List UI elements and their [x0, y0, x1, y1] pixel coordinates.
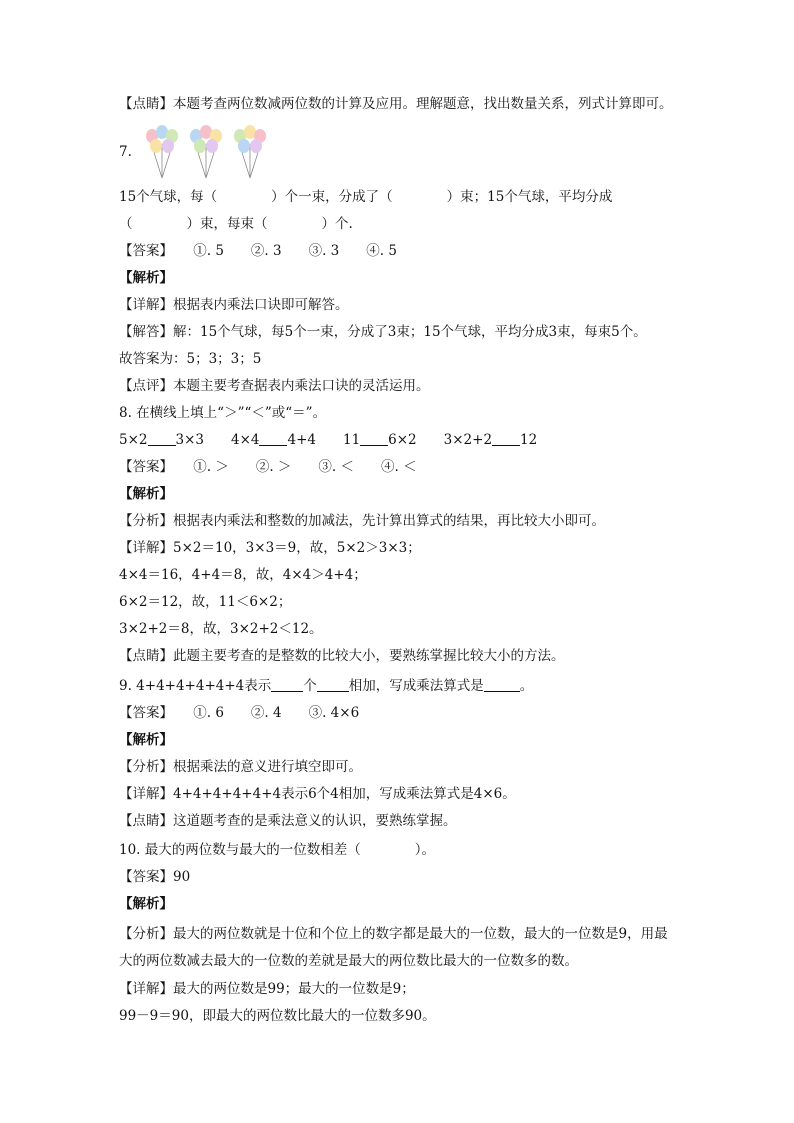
- question-text: 。: [519, 678, 534, 694]
- answer-line: 【答案】 ①. 6 ②. 4 ③. 4×6: [119, 705, 360, 721]
- question-10-text: 10. 最大的两位数与最大的一位数相差（ ）。: [119, 842, 436, 858]
- question-7-text-2: （ ）束，每束（ ）个.: [119, 216, 353, 232]
- balloon-bunch-1: [146, 125, 178, 178]
- detail-line: 【详解】根据表内乘法口诀即可解答。: [119, 297, 349, 313]
- analysis-heading: 【解析】: [119, 486, 173, 502]
- analysis-line: 【分析】根据乘法的意义进行填空即可。: [119, 759, 362, 775]
- answer-blank[interactable]: [492, 431, 520, 446]
- question-9-text: [119, 676, 533, 696]
- final-answer-line: 故答案为：5；3；3；5: [119, 351, 262, 367]
- answer-line: 【答案】 ①. ＞ ②. ＞ ③. ＜ ④. ＜: [119, 459, 417, 475]
- analysis-heading: 【解析】: [119, 270, 173, 286]
- comment-line: 【点睛】这道题考查的是乘法意义的认识，要熟练掌握。: [119, 813, 457, 829]
- detail-line: 3×2+2＝8，故，3×2+2＜12。: [119, 621, 323, 637]
- detail-line: 99－9＝90，即最大的两位数比最大的一位数多90。: [119, 1008, 436, 1024]
- question-8-text: 8. 在横线上填上“＞”“＜”或“＝”。: [119, 405, 327, 421]
- question-text: 个: [303, 678, 317, 694]
- balloon-bunch-3: [234, 125, 266, 178]
- detail-line: 【详解】最大的两位数是99；最大的一位数是9；: [119, 981, 415, 997]
- answer-blank[interactable]: [259, 431, 287, 446]
- question-7-number: 7.: [119, 144, 132, 160]
- answer-blank[interactable]: [271, 677, 303, 692]
- expression-text: 3×3 4×4: [175, 432, 260, 448]
- analysis-paragraph: 【分析】最大的两位数就是十位和个位上的数字都是最大的一位数，最大的一位数是9，用最大的两位数减去最大的一位数的差就是最大的两位数比最大的一位数多的数。: [119, 926, 668, 969]
- analysis-heading: 【解析】: [119, 732, 173, 748]
- question-7-text-1: 15个气球，每（ ）个一束，分成了（ ）束；15个气球，平均分成: [119, 189, 613, 205]
- question-text: 相加，写成乘法算式是: [348, 678, 484, 694]
- detail-line: 【详解】4+4+4+4+4+4表示6个4相加，写成乘法算式是4×6。: [119, 786, 516, 802]
- balloon-bunch-2: [190, 125, 222, 178]
- answer-blank[interactable]: [360, 431, 388, 446]
- answer-blank[interactable]: [484, 677, 520, 692]
- expression-text: 12: [520, 432, 538, 448]
- analysis-heading: 【解析】: [119, 896, 173, 912]
- expression-text: 6×2 3×2+2: [388, 432, 493, 448]
- expression-text: 5×2: [119, 432, 148, 448]
- question-text: 9. 4+4+4+4+4+4表示: [119, 678, 272, 694]
- balloons-illustration: [140, 122, 280, 182]
- answer-line: 【答案】90: [119, 869, 191, 885]
- comment-line: 【点评】本题主要考查据表内乘法口诀的灵活运用。: [119, 378, 430, 394]
- comment-line: 【点睛】本题考查两位数减两位数的计算及应用。理解题意，找出数量关系，列式计算即可。: [119, 96, 673, 112]
- answer-line: 【答案】 ①. 5 ②. 3 ③. 3 ④. 5: [119, 243, 397, 259]
- detail-line: 4×4＝16，4+4＝8，故，4×4＞4+4；: [119, 567, 367, 583]
- expression-text: 4+4 11: [287, 432, 361, 448]
- answer-blank[interactable]: [148, 431, 176, 446]
- detail-line: 6×2＝12，故，11＜6×2；: [119, 594, 292, 610]
- analysis-line: 【分析】根据表内乘法和整数的加减法，先计算出算式的结果，再比较大小即可。: [119, 513, 605, 529]
- question-8-expressions: [119, 430, 537, 450]
- answer-blank[interactable]: [317, 677, 349, 692]
- comment-line: 【点睛】此题主要考查的是整数的比较大小，要熟练掌握比较大小的方法。: [119, 648, 565, 664]
- solution-line: 【解答】解：15个气球，每5个一束，分成了3束；15个气球，平均分成3束，每束5个。: [119, 324, 647, 340]
- detail-line: 【详解】5×2＝10，3×3＝9，故，5×2＞3×3；: [119, 540, 421, 556]
